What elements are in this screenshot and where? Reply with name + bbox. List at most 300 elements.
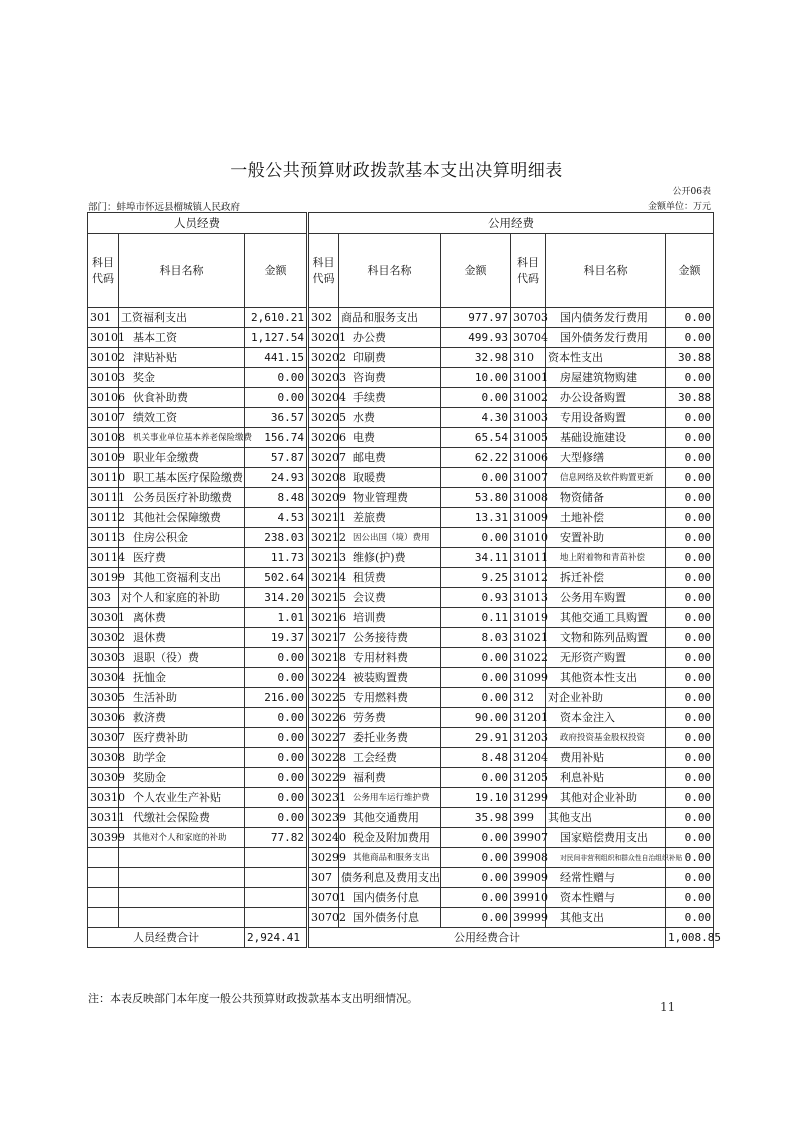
subject-name: 水费 [339, 408, 441, 428]
amount-cell: 13.31 [441, 508, 511, 528]
subject-name: 机关事业单位基本养老保险缴费 [119, 428, 245, 448]
subject-code: 303 [88, 588, 119, 608]
amount-cell: 30.88 [666, 388, 714, 408]
subject-name: 手续费 [339, 388, 441, 408]
subject-code: 31005 [511, 428, 546, 448]
subject-name: 绩效工资 [119, 408, 245, 428]
amount-cell: 0.00 [245, 788, 308, 808]
subject-code: 30218 [308, 648, 339, 668]
amount-cell: 0.00 [666, 588, 714, 608]
amount-cell: 0.00 [666, 608, 714, 628]
subject-code [88, 848, 119, 868]
column-header-amount: 金额 [441, 234, 511, 308]
subject-name: 专用燃料费 [339, 688, 441, 708]
amount-cell: 977.97 [441, 308, 511, 328]
subject-name: 其他工资福利支出 [119, 568, 245, 588]
subject-code: 30114 [88, 548, 119, 568]
subject-code: 31011 [511, 548, 546, 568]
subject-code: 30203 [308, 368, 339, 388]
subject-name: 其他交通费用 [339, 808, 441, 828]
amount-cell: 0.00 [245, 808, 308, 828]
subject-name: 资本金注入 [546, 708, 666, 728]
subject-code: 31019 [511, 608, 546, 628]
column-header-name: 科目名称 [119, 234, 245, 308]
amount-cell: 35.98 [441, 808, 511, 828]
amount-cell: 4.53 [245, 508, 308, 528]
subject-code: 30111 [88, 488, 119, 508]
amount-cell: 0.00 [666, 768, 714, 788]
subject-name: 其他支出 [546, 808, 666, 828]
subject-name: 国家赔偿费用支出 [546, 828, 666, 848]
subject-code: 31007 [511, 468, 546, 488]
subject-name: 基本工资 [119, 328, 245, 348]
subject-name: 安置补助 [546, 528, 666, 548]
amount-cell: 8.48 [441, 748, 511, 768]
subject-code: 31299 [511, 788, 546, 808]
amount-cell: 8.48 [245, 488, 308, 508]
subject-code: 30226 [308, 708, 339, 728]
column-header-amount: 金额 [245, 234, 308, 308]
subject-name: 拆迁补偿 [546, 568, 666, 588]
subject-code: 30214 [308, 568, 339, 588]
subject-code: 30207 [308, 448, 339, 468]
amount-cell: 0.00 [666, 688, 714, 708]
amount-cell: 29.91 [441, 728, 511, 748]
table-row [88, 528, 714, 548]
table-row [88, 348, 714, 368]
subject-name: 劳务费 [339, 708, 441, 728]
subject-code: 31002 [511, 388, 546, 408]
table-row [88, 908, 714, 928]
subject-code: 39908 [511, 848, 546, 868]
table-row [88, 748, 714, 768]
subject-name: 奖金 [119, 368, 245, 388]
amount-cell: 0.00 [245, 668, 308, 688]
table-row [88, 428, 714, 448]
subject-name: 公务用车购置 [546, 588, 666, 608]
subject-name: 伙食补助费 [119, 388, 245, 408]
subject-code: 31012 [511, 568, 546, 588]
subject-code: 30209 [308, 488, 339, 508]
subject-name: 医疗费 [119, 548, 245, 568]
column-header-amount: 金额 [666, 234, 714, 308]
amount-cell: 216.00 [245, 688, 308, 708]
subject-name: 文物和陈列品购置 [546, 628, 666, 648]
table-row [88, 728, 714, 748]
amount-cell: 0.00 [441, 828, 511, 848]
amount-cell: 0.00 [441, 468, 511, 488]
subject-name: 印刷费 [339, 348, 441, 368]
table-row [88, 448, 714, 468]
subject-name: 被装购置费 [339, 668, 441, 688]
subject-name: 其他社会保障缴费 [119, 508, 245, 528]
subject-name: 国内债务发行费用 [546, 308, 666, 328]
subject-code: 30702 [308, 908, 339, 928]
subject-name: 代缴社会保险费 [119, 808, 245, 828]
subject-code: 31006 [511, 448, 546, 468]
public-group-header: 公用经费 [308, 213, 714, 234]
amount-cell: 10.00 [441, 368, 511, 388]
table-row [88, 828, 714, 848]
subject-name [119, 848, 245, 868]
amount-cell: 0.00 [666, 428, 714, 448]
subject-name: 租赁费 [339, 568, 441, 588]
subject-name: 债务利息及费用支出 [339, 868, 441, 888]
personnel-total-amount: 2,924.41 [245, 928, 308, 948]
subject-code: 30228 [308, 748, 339, 768]
table-row [88, 328, 714, 348]
subject-code: 30211 [308, 508, 339, 528]
form-number: 公开06表 [672, 187, 711, 197]
subject-name: 国外债务发行费用 [546, 328, 666, 348]
expenditure-table [87, 212, 721, 948]
subject-name: 办公费 [339, 328, 441, 348]
subject-code: 39999 [511, 908, 546, 928]
amount-cell: 24.93 [245, 468, 308, 488]
subject-name: 取暖费 [339, 468, 441, 488]
amount-cell: 0.00 [245, 388, 308, 408]
amount-cell: 0.00 [666, 468, 714, 488]
subject-name: 抚恤金 [119, 668, 245, 688]
amount-cell: 1,127.54 [245, 328, 308, 348]
subject-name: 其他交通工具购置 [546, 608, 666, 628]
footnote: 注：本表反映部门本年度一般公共预算财政拨款基本支出明细情况。 [88, 992, 418, 1005]
subject-code: 30107 [88, 408, 119, 428]
table-row [88, 568, 714, 588]
subject-code: 30212 [308, 528, 339, 548]
amount-cell [245, 888, 308, 908]
subject-code: 30310 [88, 788, 119, 808]
amount-cell: 0.00 [666, 888, 714, 908]
subject-code: 30102 [88, 348, 119, 368]
subject-code: 30110 [88, 468, 119, 488]
subject-name: 咨询费 [339, 368, 441, 388]
amount-cell: 0.00 [666, 448, 714, 468]
amount-cell: 0.00 [441, 848, 511, 868]
table-row [88, 468, 714, 488]
subject-code: 31203 [511, 728, 546, 748]
subject-code: 30103 [88, 368, 119, 388]
table-row [88, 848, 714, 868]
amount-cell: 0.00 [666, 648, 714, 668]
subject-code: 30231 [308, 788, 339, 808]
subject-code: 30106 [88, 388, 119, 408]
subject-name: 费用补贴 [546, 748, 666, 768]
subject-code: 30299 [308, 848, 339, 868]
page-title: 一般公共预算财政拨款基本支出决算明细表 [230, 161, 563, 181]
subject-name: 因公出国（境）费用 [339, 528, 441, 548]
subject-code [88, 868, 119, 888]
department-label: 部门：蚌埠市怀远县榴城镇人民政府 [88, 202, 241, 213]
amount-cell: 0.00 [441, 388, 511, 408]
table-row [88, 368, 714, 388]
subject-name: 大型修缮 [546, 448, 666, 468]
subject-code: 39909 [511, 868, 546, 888]
subject-code: 30112 [88, 508, 119, 528]
subject-code [88, 908, 119, 928]
unit-label: 金额单位：万元 [647, 202, 711, 212]
subject-name: 助学金 [119, 748, 245, 768]
subject-name: 公务用车运行维护费 [339, 788, 441, 808]
subject-code: 30301 [88, 608, 119, 628]
subject-code: 31013 [511, 588, 546, 608]
subject-code: 30302 [88, 628, 119, 648]
amount-cell: 0.00 [441, 768, 511, 788]
table-row [88, 888, 714, 908]
subject-code: 31009 [511, 508, 546, 528]
subject-name: 生活补助 [119, 688, 245, 708]
amount-cell: 0.00 [666, 308, 714, 328]
amount-cell: 0.93 [441, 588, 511, 608]
amount-cell [245, 848, 308, 868]
subject-name: 办公设备购置 [546, 388, 666, 408]
subject-name: 培训费 [339, 608, 441, 628]
column-header-code: 科目代码 [511, 234, 546, 308]
subject-name: 津贴补贴 [119, 348, 245, 368]
subject-name: 其他对个人和家庭的补助 [119, 828, 245, 848]
subject-code: 31001 [511, 368, 546, 388]
subject-name: 专用材料费 [339, 648, 441, 668]
amount-cell: 0.00 [666, 868, 714, 888]
table-row [88, 868, 714, 888]
subject-code: 30225 [308, 688, 339, 708]
table-row [88, 788, 714, 808]
amount-cell: 499.93 [441, 328, 511, 348]
subject-code: 30201 [308, 328, 339, 348]
subject-name: 离休费 [119, 608, 245, 628]
subject-code: 30304 [88, 668, 119, 688]
subject-name: 公务接待费 [339, 628, 441, 648]
amount-cell: 9.25 [441, 568, 511, 588]
subject-code: 30311 [88, 808, 119, 828]
subject-name: 对企业补助 [546, 688, 666, 708]
amount-cell: 0.00 [245, 368, 308, 388]
public-total-label: 公用经费合计 [308, 928, 666, 948]
subject-code: 31022 [511, 648, 546, 668]
subject-name: 资本性支出 [546, 348, 666, 368]
amount-cell: 0.00 [666, 808, 714, 828]
subject-name: 住房公积金 [119, 528, 245, 548]
amount-cell: 0.00 [245, 708, 308, 728]
table-row [88, 708, 714, 728]
amount-cell: 53.80 [441, 488, 511, 508]
subject-name: 资本性赠与 [546, 888, 666, 908]
subject-code: 31205 [511, 768, 546, 788]
subject-code: 39907 [511, 828, 546, 848]
amount-cell: 11.73 [245, 548, 308, 568]
subject-code: 30215 [308, 588, 339, 608]
subject-code: 30306 [88, 708, 119, 728]
totals-row [88, 928, 714, 948]
subject-name: 工会经费 [339, 748, 441, 768]
amount-cell: 4.30 [441, 408, 511, 428]
amount-cell: 0.00 [666, 528, 714, 548]
subject-code: 30206 [308, 428, 339, 448]
amount-cell: 0.00 [441, 688, 511, 708]
amount-cell: 238.03 [245, 528, 308, 548]
subject-name: 其他支出 [546, 908, 666, 928]
subject-code: 30202 [308, 348, 339, 368]
amount-cell: 0.00 [245, 748, 308, 768]
subject-name: 职工基本医疗保险缴费 [119, 468, 245, 488]
subject-name: 国外债务付息 [339, 908, 441, 928]
subject-code [88, 888, 119, 908]
subject-name: 退职（役）费 [119, 648, 245, 668]
table-row [88, 308, 714, 328]
subject-code: 312 [511, 688, 546, 708]
subject-name: 房屋建筑物购建 [546, 368, 666, 388]
subject-code: 30224 [308, 668, 339, 688]
subject-name: 福利费 [339, 768, 441, 788]
amount-cell: 0.00 [666, 568, 714, 588]
subject-code: 30227 [308, 728, 339, 748]
amount-cell: 30.88 [666, 348, 714, 368]
subject-code: 307 [308, 868, 339, 888]
subject-name: 专用设备购置 [546, 408, 666, 428]
subject-name: 职业年金缴费 [119, 448, 245, 468]
subject-code: 30305 [88, 688, 119, 708]
subject-code: 30113 [88, 528, 119, 548]
subject-code: 30205 [308, 408, 339, 428]
subject-name: 经常性赠与 [546, 868, 666, 888]
subject-name [119, 908, 245, 928]
subject-name: 物业管理费 [339, 488, 441, 508]
amount-cell: 0.00 [666, 828, 714, 848]
amount-cell: 62.22 [441, 448, 511, 468]
amount-cell: 0.00 [666, 508, 714, 528]
column-header-code: 科目代码 [88, 234, 119, 308]
personnel-group-header: 人员经费 [88, 213, 308, 234]
subject-name: 工资福利支出 [119, 308, 245, 328]
subject-name: 基础设施建设 [546, 428, 666, 448]
subject-name [119, 868, 245, 888]
subject-code: 30239 [308, 808, 339, 828]
table-row [88, 668, 714, 688]
amount-cell: 0.00 [666, 788, 714, 808]
subject-code: 30208 [308, 468, 339, 488]
table-row [88, 648, 714, 668]
amount-cell: 57.87 [245, 448, 308, 468]
subject-name: 会议费 [339, 588, 441, 608]
subject-name: 税金及附加费用 [339, 828, 441, 848]
subject-code: 31021 [511, 628, 546, 648]
subject-code: 30240 [308, 828, 339, 848]
amount-cell: 0.00 [441, 648, 511, 668]
amount-cell: 0.00 [666, 728, 714, 748]
amount-cell: 314.20 [245, 588, 308, 608]
table-row [88, 608, 714, 628]
amount-cell: 0.00 [441, 868, 511, 888]
subject-name: 信息网络及软件购置更新 [546, 468, 666, 488]
amount-cell: 0.00 [666, 748, 714, 768]
amount-cell: 32.98 [441, 348, 511, 368]
subject-code: 30109 [88, 448, 119, 468]
column-header-name: 科目名称 [546, 234, 666, 308]
subject-name: 维修(护)费 [339, 548, 441, 568]
subject-name: 其他商品和服务支出 [339, 848, 441, 868]
amount-cell: 2,610.21 [245, 308, 308, 328]
subject-code: 30309 [88, 768, 119, 788]
amount-cell: 0.00 [441, 888, 511, 908]
subject-code: 30704 [511, 328, 546, 348]
subject-name: 商品和服务支出 [339, 308, 441, 328]
amount-cell: 0.00 [441, 528, 511, 548]
subject-name: 国内债务付息 [339, 888, 441, 908]
table-row [88, 548, 714, 568]
table-row [88, 688, 714, 708]
subject-name: 利息补贴 [546, 768, 666, 788]
amount-cell: 19.10 [441, 788, 511, 808]
amount-cell: 0.00 [666, 368, 714, 388]
subject-name: 个人农业生产补贴 [119, 788, 245, 808]
amount-cell: 0.00 [245, 728, 308, 748]
subject-name: 其他对企业补助 [546, 788, 666, 808]
subject-code: 30308 [88, 748, 119, 768]
subject-code: 30204 [308, 388, 339, 408]
amount-cell: 0.00 [666, 668, 714, 688]
column-header-name: 科目名称 [339, 234, 441, 308]
subject-name: 差旅费 [339, 508, 441, 528]
amount-cell: 156.74 [245, 428, 308, 448]
subject-name: 公务员医疗补助缴费 [119, 488, 245, 508]
amount-cell: 36.57 [245, 408, 308, 428]
subject-name: 对个人和家庭的补助 [119, 588, 245, 608]
subject-name: 其他资本性支出 [546, 668, 666, 688]
amount-cell: 8.03 [441, 628, 511, 648]
subject-code: 30101 [88, 328, 119, 348]
table-row [88, 768, 714, 788]
amount-cell: 0.00 [666, 908, 714, 928]
amount-cell: 34.11 [441, 548, 511, 568]
amount-cell: 502.64 [245, 568, 308, 588]
subject-name: 邮电费 [339, 448, 441, 468]
subject-name: 对民间非营利组织和群众性自治组织补贴 [546, 848, 666, 868]
subject-code: 31010 [511, 528, 546, 548]
page-number: 11 [660, 1000, 676, 1014]
subject-name [119, 888, 245, 908]
subject-name: 奖励金 [119, 768, 245, 788]
table-row [88, 808, 714, 828]
subject-name: 物资储备 [546, 488, 666, 508]
amount-cell: 0.11 [441, 608, 511, 628]
subject-code: 30303 [88, 648, 119, 668]
subject-code: 31099 [511, 668, 546, 688]
subject-code: 31204 [511, 748, 546, 768]
amount-cell: 0.00 [441, 908, 511, 928]
amount-cell: 0.00 [666, 628, 714, 648]
subject-code: 310 [511, 348, 546, 368]
subject-code: 30703 [511, 308, 546, 328]
subject-name: 电费 [339, 428, 441, 448]
amount-cell: 441.15 [245, 348, 308, 368]
subject-name: 退休费 [119, 628, 245, 648]
amount-cell: 0.00 [666, 708, 714, 728]
subject-code: 30216 [308, 608, 339, 628]
subject-code: 30213 [308, 548, 339, 568]
subject-code: 30108 [88, 428, 119, 448]
subject-code: 31003 [511, 408, 546, 428]
subject-name: 无形资产购置 [546, 648, 666, 668]
subject-code: 31201 [511, 708, 546, 728]
table-row [88, 628, 714, 648]
amount-cell [245, 868, 308, 888]
subject-code: 30229 [308, 768, 339, 788]
amount-cell: 0.00 [666, 408, 714, 428]
subject-code: 301 [88, 308, 119, 328]
amount-cell: 1.01 [245, 608, 308, 628]
subject-code: 302 [308, 308, 339, 328]
subject-name: 政府投资基金股权投资 [546, 728, 666, 748]
